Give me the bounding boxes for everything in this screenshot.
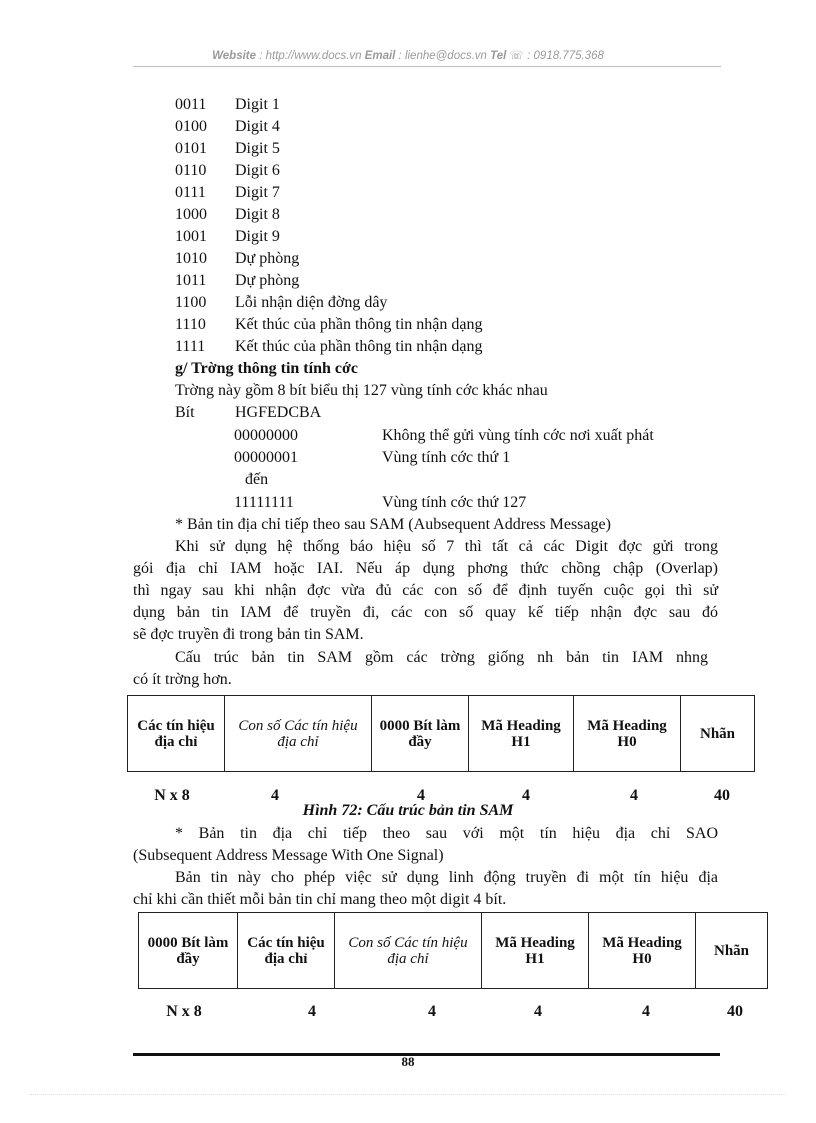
list-item	[175, 292, 387, 314]
table-header-cell: Con số Các tín hiệu địa chỉ	[335, 913, 482, 989]
bit-label: Bít	[175, 404, 195, 421]
list-item	[175, 182, 280, 204]
bits-code: 00000001	[234, 449, 298, 466]
list-item	[175, 138, 280, 160]
code-value: 1110	[175, 316, 206, 333]
table-header-cell: 0000 Bít làm đầy	[139, 913, 238, 989]
section-heading: g/ Trờng thông tin tính cớc	[175, 360, 358, 377]
code-desc: Digit 5	[235, 140, 280, 157]
paragraph-line: Khi sử dụng hệ thống báo hiệu số 7 thì tất cả các Digit đợc gửi trong	[175, 538, 718, 555]
sam-title: * Bản tin địa chỉ tiếp theo sau SAM (Aubsequent Address Message)	[175, 516, 611, 533]
code-value: 0011	[175, 96, 207, 113]
code-desc: Digit 8	[235, 206, 280, 223]
code-value: 1010	[175, 250, 207, 267]
phone-icon: ☏	[509, 50, 524, 62]
sao-title: * Bản tin địa chỉ tiếp theo sau với một tín hiệu địa chỉ SAO	[175, 825, 718, 842]
table-value-cell: 4	[308, 1003, 316, 1020]
tel-label: Tel	[490, 50, 507, 62]
code-value: 1100	[175, 294, 207, 311]
code-value: 0111	[175, 184, 206, 201]
table-value-cell: 40	[727, 1003, 743, 1020]
table-header-cell: Các tín hiệu địa chỉ	[238, 913, 335, 989]
website-value: : http://www.docs.vn	[256, 50, 365, 62]
code-desc: Digit 7	[235, 184, 280, 201]
list-item	[175, 314, 483, 336]
list-item	[175, 270, 299, 292]
bits-desc: Không thể gửi vùng tính cớc nơi xuất phát	[382, 427, 654, 444]
code-desc: Lỗi nhận diện đờng dây	[235, 294, 388, 311]
list-item	[175, 204, 280, 226]
paragraph-line: dụng bản tin IAM để truyền đi, các con số quay kế tiếp nhận đợc sau đó	[133, 604, 718, 621]
list-item	[175, 116, 280, 138]
code-value: 1000	[175, 206, 207, 223]
list-item	[175, 336, 483, 358]
code-desc: Digit 4	[235, 118, 280, 135]
table-value-cell: N x 8	[166, 1003, 202, 1020]
paragraph-line: sẽ đợc truyền đi trong bản tin SAM.	[133, 626, 364, 643]
table-value-cell: 40	[714, 787, 730, 804]
code-desc: Digit 9	[235, 228, 280, 245]
page-header	[0, 48, 816, 62]
table-value-cell: 4	[417, 787, 425, 804]
code-value: 0100	[175, 118, 207, 135]
code-desc: Kết thúc của phần thông tin nhận dạng	[235, 316, 483, 333]
table-value-cell: 4	[534, 1003, 542, 1020]
paragraph-line: chỉ khi cần thiết mỗi bản tin chỉ mang theo một digit 4 bít.	[133, 891, 507, 908]
table-header-cell: 0000 Bít làm đầy	[372, 696, 469, 772]
code-value: 1011	[175, 272, 207, 289]
bit-value: HGFEDCBA	[235, 404, 322, 421]
list-item	[175, 248, 299, 270]
table-header-cell: Các tín hiệu địa chỉ	[128, 696, 225, 772]
bits-desc: Vùng tính cớc thứ 127	[382, 494, 527, 511]
paragraph-line: Cấu trúc bản tin SAM gồm các trờng giống nh bản tin IAM nhng	[175, 649, 708, 666]
table-value-cell: 4	[630, 787, 638, 804]
section-intro: Trờng này gồm 8 bít biểu thị 127 vùng tính cớc khác nhau	[175, 382, 548, 399]
bits-code: 00000000	[234, 427, 298, 444]
list-item	[175, 160, 280, 182]
website-label: Website	[212, 50, 257, 62]
table-value-cell: 4	[428, 1003, 436, 1020]
code-desc: Digit 1	[235, 96, 280, 113]
table-header-cell: Mã Heading H0	[574, 696, 681, 772]
code-desc: Digit 6	[235, 162, 280, 179]
table-value-cell: 4	[642, 1003, 650, 1020]
sao-title-2: (Subsequent Address Message With One Signal)	[133, 847, 444, 864]
table-header-cell: Mã Heading H1	[469, 696, 574, 772]
table-header-cell: Con số Các tín hiệu địa chỉ	[225, 696, 372, 772]
paragraph-line: gói địa chỉ IAM hoặc IAI. Nếu áp dụng phơng thức chồng chập (Overlap)	[133, 560, 718, 577]
paragraph-line: Bản tin này cho phép việc sử dụng linh động truyền đi một tín hiệu địa	[175, 869, 718, 886]
paragraph-line: có ít trờng hơn.	[133, 671, 232, 688]
table-value-cell: 4	[522, 787, 530, 804]
page-number: 88	[401, 1054, 415, 1069]
code-value: 0101	[175, 140, 207, 157]
code-value: 1111	[175, 338, 206, 355]
code-desc: Kết thúc của phần thông tin nhận dạng	[235, 338, 483, 355]
list-item	[175, 226, 280, 248]
sao-structure-table	[138, 912, 768, 989]
code-desc: Dự phòng	[235, 250, 300, 267]
figure-caption: Hình 72: Cấu trúc bản tin SAM	[302, 802, 514, 819]
table-header-cell: Mã Heading H0	[589, 913, 696, 989]
code-value: 0110	[175, 162, 207, 179]
bits-code: 11111111	[234, 494, 294, 511]
bits-desc: Vùng tính cớc thứ 1	[382, 449, 511, 466]
tel-value: : 0918.775.368	[523, 50, 604, 62]
email-value: : lienhe@docs.vn	[395, 50, 491, 62]
code-desc: Dự phòng	[235, 272, 300, 289]
page-edge	[30, 1094, 786, 1095]
table-value-cell: 4	[271, 787, 279, 804]
table-header-cell: Nhãn	[696, 913, 768, 989]
list-item	[175, 94, 280, 116]
sam-structure-table	[127, 695, 755, 772]
code-value: 1001	[175, 228, 207, 245]
header-divider	[133, 66, 721, 67]
table-value-cell: N x 8	[154, 787, 190, 804]
table-header-cell: Mã Heading H1	[482, 913, 589, 989]
table-header-cell: Nhãn	[681, 696, 755, 772]
paragraph-line: thì ngay sau khi nhận đợc vừa đủ các con số để định tuyến cuộc gọi thì sử	[133, 582, 718, 599]
email-label: Email	[364, 50, 396, 62]
bits-code: đến	[245, 471, 269, 488]
